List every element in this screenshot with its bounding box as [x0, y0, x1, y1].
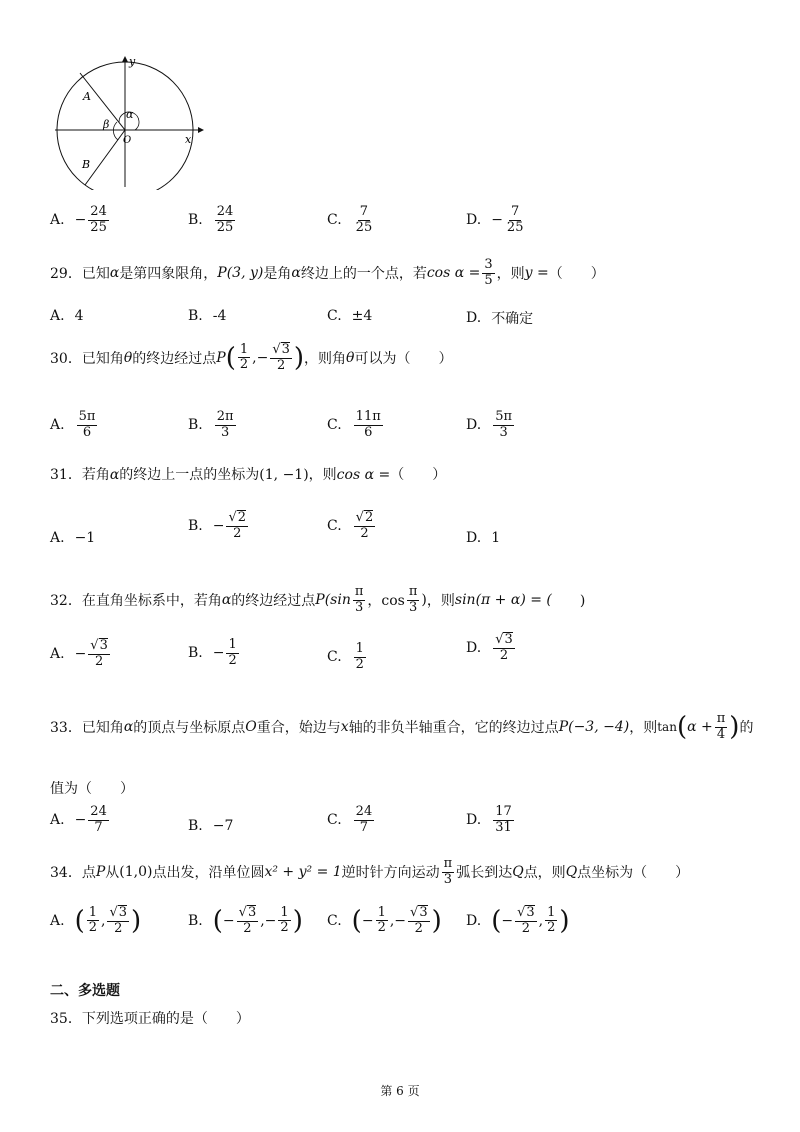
question-34: 34． 点 P 从 (1,0) 点出发，沿单位圆 x² + y² = 1 逆时针方向运动 $\frac{\pi}{3}$ 弧长到达 Q 点，则 Q 点坐标为（ ）: [50, 856, 690, 887]
y-axis-arrow-icon: [122, 56, 128, 62]
question-32: 32． 在直角坐标系中，若角 α 的终边经过点 P(sin $\frac{\pi}{3}$ ，cos $\frac{\pi}{3}$ ) ，则 sin(π + α) = ( ): [50, 584, 586, 615]
q28-option-a[interactable]: A. − $\frac{24}{25}$: [50, 204, 107, 235]
q29-option-b[interactable]: B. -4: [188, 308, 227, 324]
q31-option-c[interactable]: C. $\frac{√2}{2}$: [327, 510, 374, 541]
q33-option-d[interactable]: D. $\frac{17}{31}$: [466, 804, 512, 835]
q28-option-b[interactable]: B. $\frac{24}{25}$: [188, 204, 234, 235]
x-axis-arrow-icon: [198, 127, 204, 133]
q34-option-b[interactable]: B. ( − $\frac{√3}{2}$ , − $\frac{1}{2}$ ): [188, 904, 303, 936]
question-35: 35．下列选项正确的是（ ）: [50, 1011, 250, 1027]
q34-option-a[interactable]: A. ( $\frac{1}{2}$ , $\frac{√3}{2}$ ): [50, 904, 142, 936]
q32-option-d[interactable]: D. $\frac{√3}{2}$: [466, 632, 513, 663]
label-y: y: [129, 55, 136, 68]
question-33: 33． 已知角 α 的顶点与坐标原点 O 重合，始边与 x 轴的非负半轴重合，它的终边过点 P(−3, −4) ，则 tan ( α + $\frac{\pi}{4}$ ) 的: [50, 711, 754, 743]
question-31: 31．若角α的终边上一点的坐标为(1, −1)，则cos α =（ ）: [50, 467, 447, 483]
q34-option-c[interactable]: C. ( − $\frac{1}{2}$ , − $\frac{√3}{2}$ ): [327, 904, 442, 936]
q31-option-b[interactable]: B. − $\frac{√2}{2}$: [188, 510, 247, 541]
unit-circle-figure: [50, 55, 210, 190]
q30-option-a[interactable]: A. $\frac{5\pi}{6}$: [50, 409, 96, 440]
question-30: 30． 已知角 θ 的终边经过点 P ( $\frac{1}{2}$ ,− $\frac{√3}{2}$ ) ，则角 θ 可以为（ ）: [50, 341, 453, 373]
q34-option-d[interactable]: D. ( − $\frac{√3}{2}$ , $\frac{1}{2}$ ): [466, 904, 570, 936]
label-B: B: [82, 158, 91, 171]
q28-option-d[interactable]: D. − $\frac{7}{25}$: [466, 204, 524, 235]
q29-option-c[interactable]: C. ±4: [327, 308, 373, 324]
q28-option-c[interactable]: C. $\frac{7}{25}$: [327, 204, 373, 235]
q31-option-d[interactable]: D. 1: [466, 530, 501, 546]
q33-option-b[interactable]: B. −7: [188, 818, 234, 834]
q32-option-a[interactable]: A. − $\frac{√3}{2}$: [50, 638, 108, 669]
question-33-line2: 值为（ ）: [50, 781, 134, 797]
label-A: A: [83, 90, 91, 103]
q30-option-c[interactable]: C. $\frac{11\pi}{6}$: [327, 409, 381, 440]
arc-beta: [113, 122, 118, 140]
q33-option-c[interactable]: C. $\frac{24}{7}$: [327, 804, 373, 835]
section-heading-multi-choice: 二、多选题: [50, 983, 120, 999]
label-alpha: α: [126, 108, 134, 121]
label-x: x: [185, 133, 192, 146]
q30-option-d[interactable]: D. $\frac{5\pi}{3}$: [466, 409, 513, 440]
q32-option-b[interactable]: B. − $\frac{1}{2}$: [188, 637, 237, 668]
q33-option-a[interactable]: A. − $\frac{24}{7}$: [50, 804, 107, 835]
page-footer: 第 6 页: [380, 1084, 420, 1098]
q29-option-d[interactable]: D. 不确定: [466, 310, 534, 327]
q32-option-c[interactable]: C. $\frac{1}{2}$: [327, 641, 364, 672]
label-O: O: [123, 135, 132, 146]
question-29: 29． 已知 α 是第四象限角， P(3, y) 是角 α 终边上的一个点，若 cos α = $\frac{3}{5}$ ，则 y = （ ）: [50, 257, 605, 288]
ray-B: [85, 130, 125, 185]
q30-option-b[interactable]: B. $\frac{2\pi}{3}$: [188, 409, 234, 440]
q29-option-a[interactable]: A. 4: [50, 308, 84, 324]
label-beta: β: [103, 118, 110, 131]
q31-option-a[interactable]: A. −1: [50, 530, 96, 546]
